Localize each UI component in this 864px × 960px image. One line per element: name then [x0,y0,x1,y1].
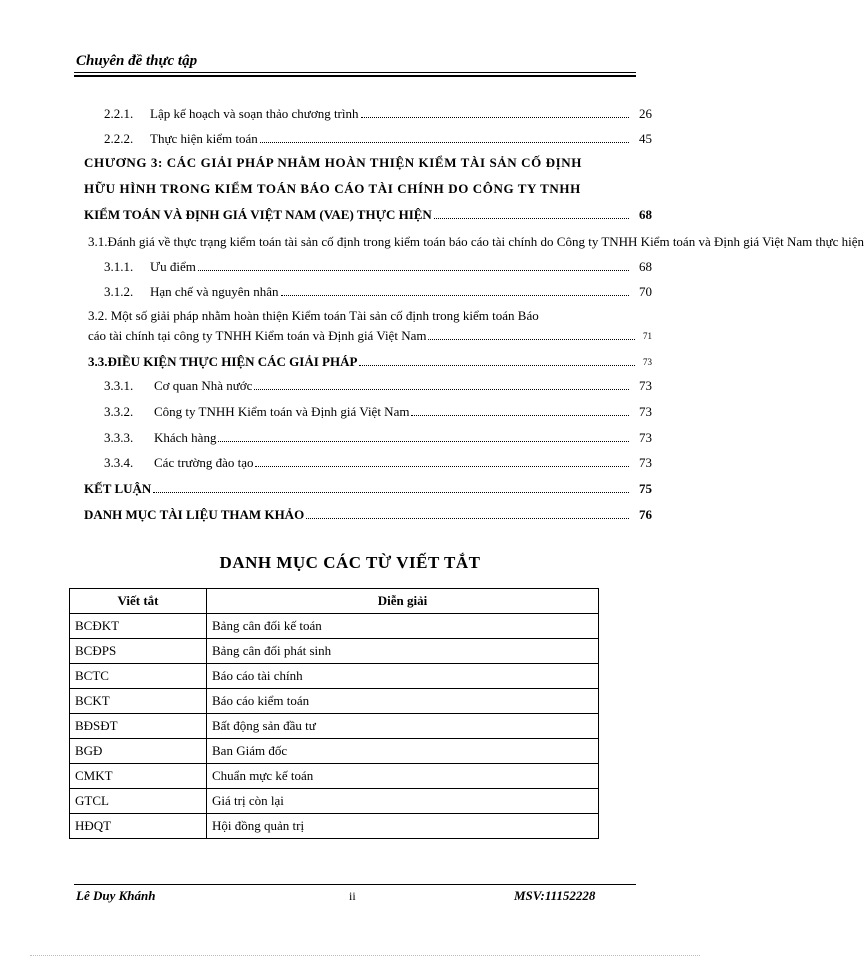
toc-text: Ưu điểm [150,259,196,274]
toc-number: 3.1.2. [104,284,134,299]
abbr-cell: BCTC [70,664,207,689]
abbr-cell: HĐQT [70,814,207,839]
abbr-cell: BCKT [70,689,207,714]
toc-leader [359,365,635,366]
footer-author: Lê Duy Khánh [76,888,156,903]
toc-number: 2.2.1. [104,106,134,121]
toc-leader [361,117,630,118]
desc-cell: Bảng cân đối phát sinh [207,639,599,664]
toc-page: 73 [639,404,652,419]
toc-entry-3-2-line-2[interactable] [88,328,652,344]
toc-leader [260,142,629,143]
toc-entry-3-3-1[interactable] [104,378,652,394]
toc-leader [281,295,629,296]
toc-leader [428,339,635,340]
toc-leader [218,441,629,442]
toc-leader [255,466,629,467]
table-row [70,789,599,814]
toc-page: 75 [639,481,652,496]
toc-entry-conclusion[interactable] [84,481,652,497]
toc-text: cáo tài chính tại công ty TNHH Kiểm toán và Định giá Việt Nam [88,328,427,343]
toc-page: 73 [639,378,652,393]
abbreviations-title: DANH MỤC CÁC TỪ VIẾT TẮT [219,553,481,572]
toc-entry-3-3-2[interactable] [104,404,652,420]
toc-chapter-3-line-1[interactable]: CHƯƠNG 3: CÁC GIẢI PHÁP NHẰM HOÀN THIỆN KIỂM TÀI SẢN CỐ ĐỊNH [84,155,583,170]
toc-page: 71 [643,331,652,341]
table-row [70,739,599,764]
toc-text: 3.2. Một số giải pháp nhằm hoàn thiện Kiểm toán Tài sản cố định trong kiểm toán Báo [88,308,539,323]
table-header-row [70,589,599,614]
toc-text: 3.3.ĐIỀU KIỆN THỰC HIỆN CÁC GIẢI PHÁP [88,354,358,369]
toc-leader [411,415,629,416]
desc-cell: Giá trị còn lại [207,789,599,814]
toc-text: Khách hàng [154,430,217,445]
toc-text: Các trường đào tạo [154,455,254,470]
desc-cell: Báo cáo tài chính [207,664,599,689]
abbreviations-table [69,588,599,839]
header-rule-thick [74,75,636,77]
table-row [70,714,599,739]
toc-entry-3-1-2[interactable] [104,284,652,300]
toc-text: KẾT LUẬN [84,481,152,496]
page-edge-divider [30,955,700,956]
toc-entry-2-2-2[interactable] [104,131,652,147]
abbr-cell: BCĐPS [70,639,207,664]
toc-entry-3-1[interactable] [88,234,864,250]
toc-entry-3-3-4[interactable] [104,455,652,471]
toc-entry-3-2-line-1[interactable] [88,308,648,324]
toc-text: Lập kế hoạch và soạn thảo chương trình [150,106,359,121]
toc-leader [434,218,629,219]
toc-page: 70 [639,284,652,299]
toc-text: DANH MỤC TÀI LIỆU THAM KHẢO [84,507,305,522]
footer-student-id: MSV:11152228 [514,888,596,903]
header-rule-thin [74,72,636,73]
toc-text: Hạn chế và nguyên nhân [150,284,279,299]
toc-page: 76 [639,507,652,522]
toc-entry-3-3[interactable] [88,354,652,370]
toc-chapter-3-line-2[interactable]: HỮU HÌNH TRONG KIỂM TOÁN BÁO CÁO TÀI CHÍNH DO CÔNG TY TNHH [84,181,581,196]
toc-entry-3-3-3[interactable] [104,430,652,446]
desc-cell: Báo cáo kiểm toán [207,689,599,714]
abbr-cell: CMKT [70,764,207,789]
toc-entry-3-1-1[interactable] [104,259,652,275]
abbr-cell: GTCL [70,789,207,814]
desc-cell: Bất động sản đầu tư [207,714,599,739]
footer-rule [74,884,636,885]
abbr-cell: BCĐKT [70,614,207,639]
toc-number: 3.1.1. [104,259,134,274]
toc-page: 68 [639,207,652,222]
table-row [70,614,599,639]
column-header-desc: Diễn giải [207,589,599,614]
toc-number: 3.3.2. [104,404,134,419]
footer-page-number: ii [349,889,356,903]
table-row [70,814,599,839]
desc-cell: Bảng cân đối kế toán [207,614,599,639]
toc-leader [254,389,629,390]
toc-text: Thực hiện kiểm toán [150,131,258,146]
toc-page: 73 [639,430,652,445]
toc-page: 26 [639,106,652,121]
toc-text: 3.1.Đánh giá về thực trạng kiểm toán tài sản cố định trong kiểm toán báo cáo tài chính do Công ty TNHH Kiểm toán và Định giá Việt Nam thực hiện [88,234,864,249]
toc-number: 2.2.2. [104,131,134,146]
desc-cell: Hội đồng quản trị [207,814,599,839]
table-row [70,689,599,714]
toc-page: 45 [639,131,652,146]
toc-text: KIỂM TOÁN VÀ ĐỊNH GIÁ VIỆT NAM (VAE) THỰC HIỆN [84,207,432,222]
toc-number: 3.3.1. [104,378,134,393]
toc-number: 3.3.4. [104,455,134,470]
toc-leader [306,518,629,519]
column-header-abbr: Viết tắt [70,589,207,614]
table-row [70,664,599,689]
toc-number: 3.3.3. [104,430,134,445]
toc-entry-references[interactable] [84,507,652,523]
table-row [70,639,599,664]
toc-text: Cơ quan Nhà nước [154,378,253,393]
desc-cell: Chuẩn mực kế toán [207,764,599,789]
toc-entry-2-2-1[interactable] [104,106,652,122]
table-row [70,764,599,789]
desc-cell: Ban Giám đốc [207,739,599,764]
toc-leader [153,492,629,493]
toc-page: 73 [639,455,652,470]
abbr-cell: BĐSĐT [70,714,207,739]
abbr-cell: BGĐ [70,739,207,764]
toc-chapter-3-line-3[interactable] [84,207,652,223]
toc-leader [198,270,629,271]
toc-page: 68 [639,259,652,274]
toc-text: Công ty TNHH Kiểm toán và Định giá Việt Nam [154,404,410,419]
document-header-title: Chuyên đề thực tập [76,53,198,69]
toc-page: 73 [643,357,652,367]
